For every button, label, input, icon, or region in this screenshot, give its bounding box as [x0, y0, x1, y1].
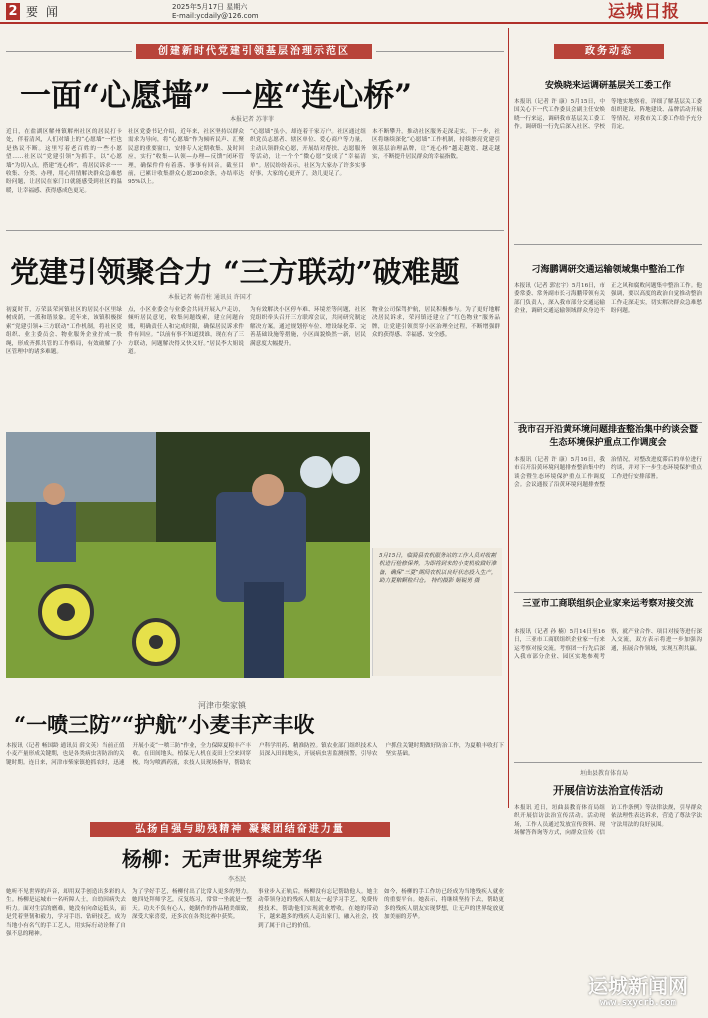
article3-body: 本报讯（记者 畅国龄 通讯员 薛文英）当前正值小麦产量形成关键期，也是各类病虫害防治的关键时期。连日来，河津市柴家镇抢抓农时，迅速开展小麦“一喷三防”作业，全力保障夏粮丰产丰收。在田间地头，植保无人机在麦田上空来回穿梭，均匀喷洒药液，农技人员现场指导，帮助农户科学用药、精准防控。镇农业部门组织技术人员深入田间地头，开展病虫害监测预警，引导农户抓住关键时期做好防治工作，为夏粮丰收打下坚实基础。: [6, 743, 504, 766]
harvester-photo: [6, 432, 370, 678]
news1-body: 本报讯（记者 许 康）5月15日，中国关心下一代工作委员会副主任安焕晓一行来运，调研我市基层关工委工作。调研组一行先后深入社区、学校等地实地察看，详细了解基层关工委组织建设、阵地建设、品牌活动开展等情况，对我市关工委工作给予充分肯定。: [514, 99, 702, 131]
divider: [514, 422, 702, 423]
section-name: 要 闻: [26, 5, 60, 19]
news3-body: 本报讯（记者 许 康）5月16日，我市召开沿黄环境问题排查整治集中约谈会暨生态环境保护重点工作调度会。会议通报了沿黄环境问题排查整治情况，对整改进度滞后的单位进行约谈，并对下一步生态环境保护重点工作进行安排部署。: [514, 457, 702, 489]
article4-byline: 李杰民: [228, 876, 247, 883]
photo-caption-box: [372, 548, 502, 676]
issue-email: E-mail:ycdaily@126.com: [172, 12, 259, 20]
harvester-illustration: [6, 432, 370, 678]
news2-title: 刁海鹏调研交通运输领域集中整治工作: [531, 265, 685, 275]
article4-col3: 事业步入正轨后，杨柳没有忘记帮助他人。她主动带领身边的残疾人朋友一起学习手艺，免费传授技术，帮助他们实现就业增收。在她的带动下，越来越多的残疾人走出家门，融入社会，找到了属于自己的价值。: [258, 889, 378, 929]
news4-title: 三亚市工商联组织企业家来运考察对接交流: [522, 599, 694, 609]
article1-title: 一面“心愿墙” 一座“连心桥”: [20, 78, 413, 114]
article4-col1: 她听不见世界的声音，却用双手创造出多彩的人生。杨柳是运城市一名听障人士，自幼因病失去听力。面对生活的磨难，她没有向命运低头，而是凭着坚韧和毅力，学习手语、钻研技艺，成为当地小有名气的手工艺人，用实际行动诠释了自强不息的精神。: [6, 889, 126, 938]
issue-date: 2025年5月17日 星期六: [172, 3, 248, 11]
news1-title: 安焕晓来运调研基层关工委工作: [544, 81, 671, 91]
divider: [514, 762, 702, 763]
news3-title: 我市召开沿黄环境问题排查整治集中约谈会暨生态环境保护重点工作调度会: [517, 425, 698, 448]
banner-rule-right: [376, 51, 504, 52]
divider: [514, 244, 702, 245]
article3-title: “一喷三防”“护航”小麦丰产丰收: [14, 712, 315, 737]
banner-bottom: 弘扬自强与助残精神 凝聚团结奋进力量: [90, 822, 390, 837]
article2-byline: 本报记者 畅青柱 通讯员 许国才: [168, 294, 252, 301]
article3-kicker: 河津市柴家镇: [198, 701, 246, 710]
photo-caption: 5月15日，临猗县农机服务站的工作人员对收割机进行检修保养，为即将到来的小麦机收做好准备，确保“三夏”期间农机以良好状态投入生产，助力夏粮颗粒归仓。 特约摄影 姬锐男 摄: [379, 553, 497, 585]
article2-col1: 初夏时节，万荣县荣河镇社区的居民小区里绿树成荫，一派和谐景象。近年来，该镇积极探索“党建引领+三方联动”工作机制，将社区党组织、业主委员会、物业服务企业拧成一股绳，形成齐抓共管的工作格局，有效破解了小区管理中的诸多难题。: [6, 307, 122, 356]
masthead-bar: [0, 0, 708, 24]
article1-col3: “心愿墙”虽小，却连着千家万户。社区通过组织党员志愿者、辖区单位、爱心商户等力量，主动认领群众心愿，开展结对帮扶、志愿服务等活动，让一个个“微心愿”变成了“幸福清单”。居民纷纷表示，社区为大家办了许多实事好事，大家的心更齐了，劲儿更足了。: [250, 129, 366, 178]
news4-body: 本报讯（记者 孙 楠）5月14日至16日，三亚市工商联组织企业家一行来运考察对接交流。考察团一行先后深入我市部分企业、园区实地参观考察，就产业合作、项目对接等进行深入交流，双方表示将进一步加强沟通，拓展合作领域，实现互利共赢。: [514, 629, 702, 661]
news5-title: 开展信访法治宣传活动: [553, 784, 663, 797]
right-column-header: 政务动态: [554, 44, 664, 59]
column-divider: [508, 28, 509, 808]
article4-col4: 如今，杨柳的手工作坊已经成为当地残疾人就业的重要平台。她表示，将继续坚持下去，帮助更多的残疾人朋友实现梦想，让无声的世界绽放更加美丽的芳华。: [384, 889, 504, 921]
news2-body: 本报讯（记者 郭宏宇）5月16日，市委常委、常务副市长刁海鹏带领有关部门负责人，深入我市部分交通运输企业，调研交通运输领域群众身边不正之风和腐败问题集中整治工作。他强调，要以高度的政治自觉推动整治工作走深走实，切实解决群众急难愁盼问题。: [514, 283, 702, 315]
divider: [6, 230, 504, 231]
site-watermark-logo: 运城新闻网: [588, 974, 688, 998]
article1-byline: 本报记者 苏菲菲: [230, 116, 274, 123]
divider: [514, 592, 702, 593]
article4-col2: 为了学好手艺，杨柳付出了比常人更多的努力。她四处拜师学艺，反复练习，常常一坐就是一整天。功夫不负有心人，她制作的作品精美细致，深受大家喜爱，还多次在各类比赛中获奖。: [132, 889, 252, 921]
article1-col4: 本不断攀升，推动社区服务走深走实。下一步，社区将继续深化“心愿墙”工作机制，持续擦亮党建引领基层治理品牌，让“连心桥”越走越宽、越走越实，不断提升居民群众的幸福指数。: [372, 129, 500, 161]
article1-col2: 社区党委书记介绍，近年来，社区坚持以群众需求为导向，将“心愿墙”作为倾听民声、汇聚民意的重要窗口，安排专人定期收集、及时回应，实行“收集—认领—办理—反馈”闭环管理，确保件件有着落、事事有回音。截至目前，已累计收集群众心愿200余条，办结率达95%以上。: [128, 129, 244, 186]
page-number: 2: [6, 3, 20, 20]
article2-col4: 物业公司保驾护航，居民积极参与。为了更好地解决居民诉求，荣河镇还建立了“红色物业”服务品牌，让党建引领贯穿小区治理全过程，不断增强群众的获得感、幸福感、安全感。: [372, 307, 500, 339]
article2-col2: 点，小区业委会与业委会共同开展入户走访，倾听居民意见，收集问题线索，建立问题台账，明确责任人和完成时限，确保居民诉求件件有回应。“以前有事不知道找谁，现在有了三方联动，问题解决得又快又好。”居民李大姐说道。: [128, 307, 244, 356]
news5-kicker: 垣曲县教育体育局: [580, 770, 629, 777]
article2-col3: 为有效解决小区停车难、环境差等问题，社区党组织牵头召开三方联席会议，共同研究制定解决方案。通过规划停车位、增设绿化带、完善基础设施等措施，小区面貌焕然一新，居民满意度大幅提升。: [250, 307, 366, 347]
article4-title: 杨柳：无声世界绽芳华: [122, 847, 322, 871]
banner-rule-left: [6, 51, 132, 52]
banner-top: 创建新时代党建引领基层治理示范区: [136, 44, 372, 59]
article1-col1: 近日，在盐湖区解州镇解州社区的居民打卡处，伴着清风，人们对墙上的“心愿墙”一栏也是热议不断。这里写着老百姓的一些小愿望……社区以“党建引领”为抓手，以“心愿墙”为切入点，搭建“连心桥”，将居民诉求一一收集、分类、办理，用心用情解决群众急难愁盼问题，让居民在家门口就能感受到社区的温暖，让幸福感、获得感成色更足。: [6, 129, 122, 194]
news5-body: 本报讯 近日，垣曲县教育体育局组织开展信访法治宣传活动。活动现场，工作人员通过发放宣传资料、现场解答咨询等方式，向群众宣传《信访工作条例》等法律法规，引导群众依法理性表达诉求，营造了尊法学法守法用法的良好氛围。: [514, 805, 702, 837]
site-watermark-url: www.sxycrb.com: [600, 998, 676, 1008]
newspaper-logo: 运城日报: [608, 2, 680, 22]
article2-title: 党建引领聚合力 “三方联动”破难题: [10, 255, 460, 289]
